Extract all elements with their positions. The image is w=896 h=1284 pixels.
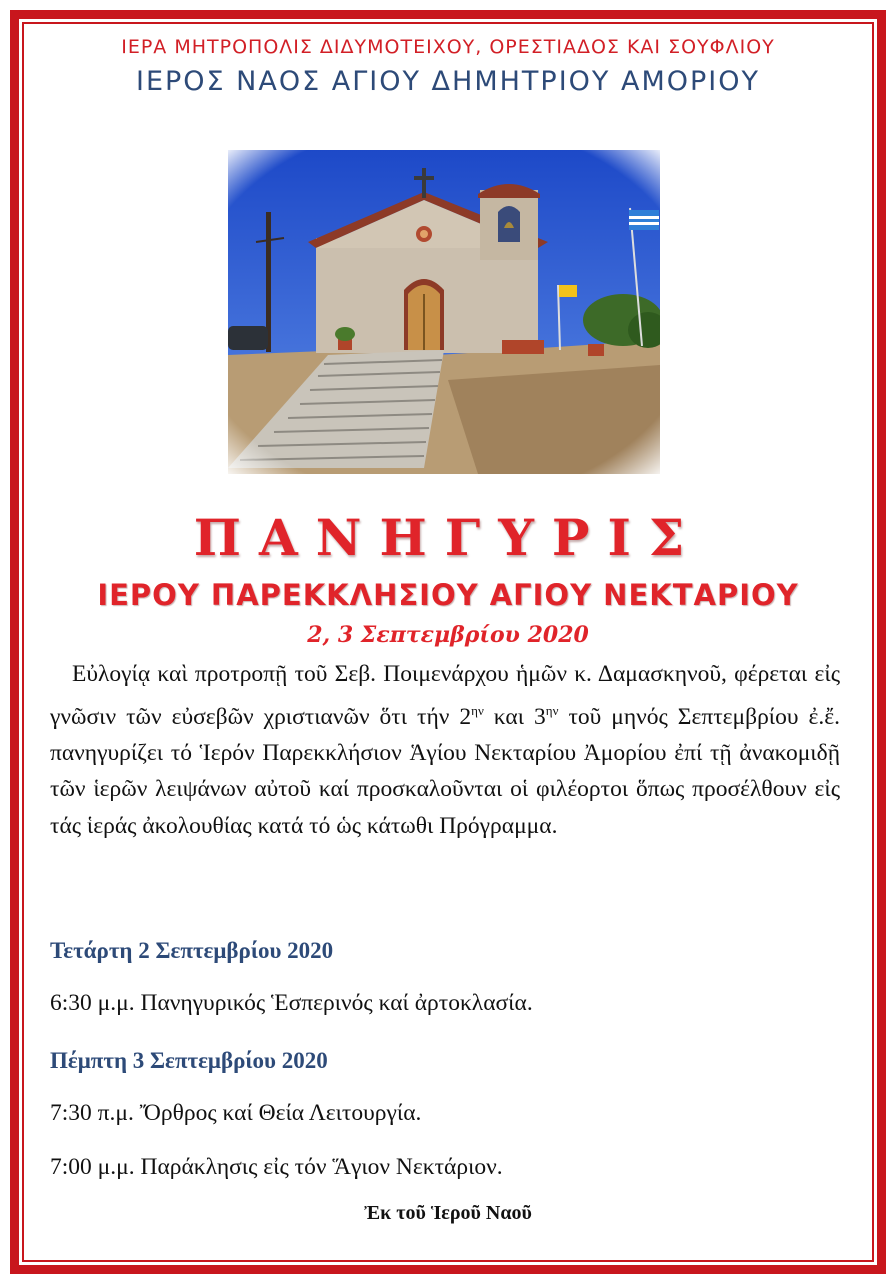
announcement-text-2: και 3 xyxy=(483,703,546,730)
wednesday-heading: Τετάρτη 2 Σεπτεμβρίου 2020 xyxy=(50,938,334,963)
chapel-photo xyxy=(228,150,660,474)
signature: Ἐκ τοῦ Ἱεροῦ Ναοῦ xyxy=(364,1202,532,1224)
announcement-text-3: τοῦ μηνός Σεπτεμβρίου ἐ.ἔ. πανηγυρίζει τό Ἱερόν Παρεκκλήσιον Ἁγίου Νεκταρίου Ἀμορίου ἐπί τῇ ἀνακομιδῇ τῶν ἱερῶν λειψάνων αὐτοῦ καί προσκαλοῦνται οἱ φιλέορτοι ὅπως προσέλθουν εἰς τάς ἱεράς ἀκολουθίας κατά τό ὡς κάτωθι Πρόγραμμα. xyxy=(50,703,840,839)
feast-dates: 2, 3 Σεπτεμβρίου 2020 xyxy=(307,622,589,648)
liturgy-schedule: 7:30 π.μ. Ὄρθρος καί Θεία Λειτουργία. xyxy=(50,1100,422,1126)
announcement-text-1: Εὐλογίᾳ καὶ προτροπῇ τοῦ Σεβ. Ποιμενάρχου ἡμῶν κ. Δαμασκηνοῦ, φέρεται εἰς γνῶσιν τῶν εὐσεβῶν χριστιανῶν ὅτι τήν 2 xyxy=(50,661,840,730)
metropolis-heading: ΙΕΡΑ ΜΗΤΡΟΠΟΛΙΣ ΔΙΔΥΜΟΤΕΙΧΟΥ, ΟΡΕΣΤΙΑΔΟΣ ΚΑΙ ΣΟΥΦΛΙΟΥ xyxy=(121,36,775,58)
paraklisis-schedule: 7:00 μ.μ. Παράκλησις εἰς τόν Ἅγιον Νεκτάριον. xyxy=(50,1154,503,1180)
announcement-paragraph xyxy=(50,656,840,844)
ordinal-suffix: ην xyxy=(545,702,559,718)
thursday-heading: Πέμπτη 3 Σεπτεμβρίου 2020 xyxy=(50,1048,328,1073)
ordinal-suffix: ην xyxy=(471,702,484,718)
chapel-subtitle: ΙΕΡΟΥ ΠΑΡΕΚΚΛΗΣΙΟΥ ΑΓΙΟΥ ΝΕΚΤΑΡΙΟΥ xyxy=(97,578,799,612)
vespers-schedule: 6:30 μ.μ. Πανηγυρικός Ἑσπερινός καί ἀρτοκλασία. xyxy=(50,990,533,1016)
temple-heading: ΙΕΡΟΣ ΝΑΟΣ ΑΓΙΟΥ ΔΗΜΗΤΡΙΟΥ ΑΜΟΡΙΟΥ xyxy=(135,66,760,97)
panigyris-title: ΠΑΝΗΓΥΡΙΣ xyxy=(193,508,703,567)
